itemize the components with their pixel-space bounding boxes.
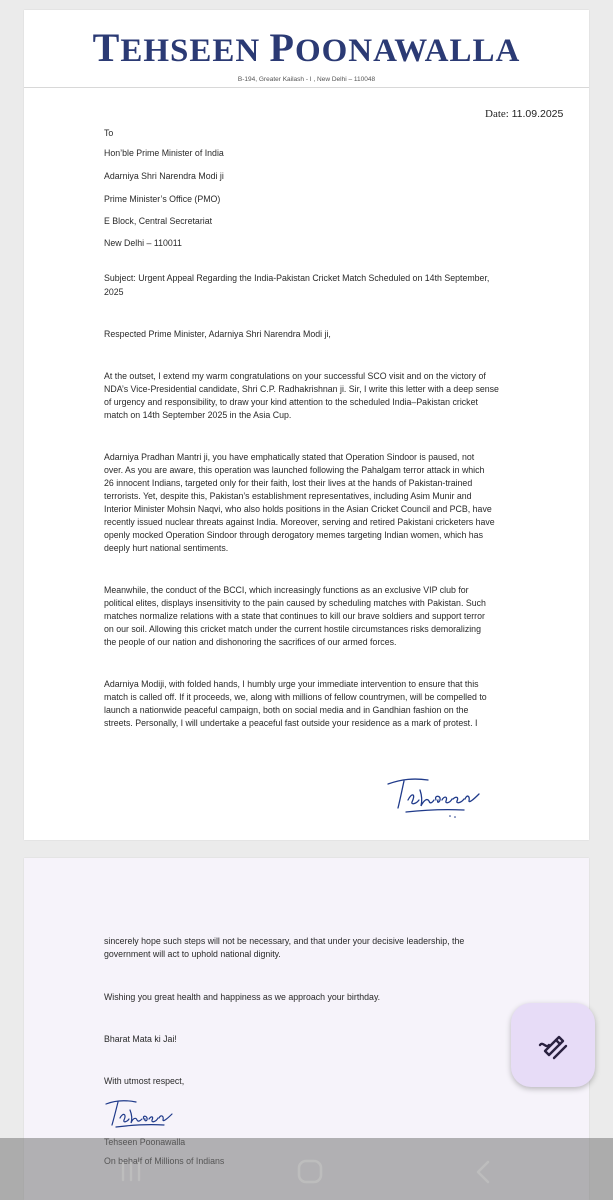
letterhead-last: OONAWALLA [294, 33, 521, 69]
paragraph-2-line: over. As you are aware, this operation was launched following the Pahalgam terror attack in which [104, 465, 485, 475]
paragraph-4-line: match is called off. If it proceeds, we, along with millions of fellow countrymen, will be compelled to [104, 692, 487, 702]
pen-edit-icon [537, 1029, 569, 1061]
paragraph-1-line: NDA’s Vice-Presidential candidate, Shri C.P. Radhakrishnan ji. Sir, I write this letter with a deep sense [104, 384, 499, 394]
paragraph-2-line: recently issued nuclear threats against India. Moreover, serving and retired Pakistani cricketers have [104, 517, 495, 527]
addressee-line: Hon’ble Prime Minister of India [104, 148, 224, 158]
paragraph-3-line: the people of our nation and dishonoring the sacrifices of our armed forces. [104, 637, 397, 647]
date-label: Date: [485, 108, 509, 120]
paragraph-3-line: matches normalize relations with a state that continues to kill our brave soldiers and support terror [104, 611, 485, 621]
recents-icon[interactable] [119, 1160, 143, 1182]
letterhead-initial: T [92, 25, 121, 70]
paragraph-2-line: terrorists. Yet, despite this, Pakistan’s establishment representatives, including Asim Munir and [104, 491, 472, 501]
letterhead-address: B-194, Greater Kailash - I , New Delhi – 110048 [237, 76, 376, 83]
letterhead-name [24, 24, 589, 71]
continuation-line: sincerely hope such steps will not be necessary, and that under your decisive leadership, the [104, 936, 465, 946]
paragraph-2-line: Interior Minister Mohsin Naqvi, who also holds positions in the Asian Cricket Council and PCB, have [104, 504, 492, 514]
addressee-line: Prime Minister’s Office (PMO) [104, 194, 221, 204]
letterhead-divider [24, 87, 589, 88]
letter-date [485, 108, 563, 120]
closing-respect: With utmost respect, [104, 1076, 185, 1086]
letterhead-initial: P [269, 25, 295, 70]
letterhead-first: EHSEEN [120, 33, 261, 69]
paragraph-2-line: deeply hurt national sentiments. [104, 543, 229, 553]
addressee-line: E Block, Central Secretariat [104, 216, 213, 226]
addressee-line: Adarniya Shri Narendra Modi ji [104, 171, 224, 181]
paragraph-3-line: on our soil. Allowing this cricket match under the current hostile circumstances risks demoralizing [104, 624, 481, 634]
back-icon[interactable] [474, 1159, 492, 1185]
paragraph-1-line: At the outset, I extend my warm congratulations on your successful SCO visit and on the victory of [104, 371, 486, 381]
paragraph-4-line: streets. Personally, I will undertake a peaceful fast outside your residence as a mark of protest. I [104, 718, 478, 728]
paragraph-1-line: match on 14th September 2025 in the Asia Cup. [104, 410, 292, 420]
paragraph-3-line: Meanwhile, the conduct of the BCCI, which increasingly functions as an exclusive VIP club for [104, 585, 469, 595]
system-navigation-bar [0, 1138, 613, 1200]
paragraph-2-line: openly mocked Operation Sindoor through derogatory memes targeting Indian women, which has [104, 530, 483, 540]
paragraph-4-line: launch a nationwide peaceful campaign, both on social media and in Gandhian fashion on the [104, 705, 469, 715]
paragraph-2-line: 26 innocent Indians, targeted only for their faith, lost their lives at the hands of Pakistan-trained [104, 478, 473, 488]
addressee-to: To [104, 128, 114, 138]
closing-slogan: Bharat Mata ki Jai! [104, 1034, 177, 1044]
subject-line: Subject: Urgent Appeal Regarding the India-Pakistan Cricket Match Scheduled on 14th September, [104, 273, 490, 283]
subject-line: 2025 [104, 287, 124, 297]
birthday-wishes: Wishing you great health and happiness as we approach your birthday. [104, 992, 381, 1002]
letter-page-1 [24, 10, 589, 840]
paragraph-2-line: Adarniya Pradhan Mantri ji, you have emphatically stated that Operation Sindoor is paused, not [104, 452, 475, 462]
salutation: Respected Prime Minister, Adarniya Shri Narendra Modi ji, [104, 329, 331, 339]
home-icon[interactable] [296, 1159, 324, 1185]
continuation-line: government will act to uphold national dignity. [104, 949, 281, 959]
paragraph-1-line: of urgency and responsibility, to draw your kind attention to the scheduled India–Pakistan cricket [104, 397, 478, 407]
addressee-line: New Delhi – 110011 [104, 238, 182, 248]
date-value: 11.09.2025 [511, 108, 564, 120]
signature-image [384, 770, 484, 820]
edit-fab-button[interactable] [511, 1003, 595, 1087]
paragraph-3-line: political elites, displays insensitivity to the pain caused by scheduling matches with Pakistan. Such [104, 598, 486, 608]
paragraph-4-line: Adarniya Modiji, with folded hands, I humbly urge your immediate intervention to ensure that this [104, 679, 479, 689]
signature-image [102, 1094, 182, 1134]
